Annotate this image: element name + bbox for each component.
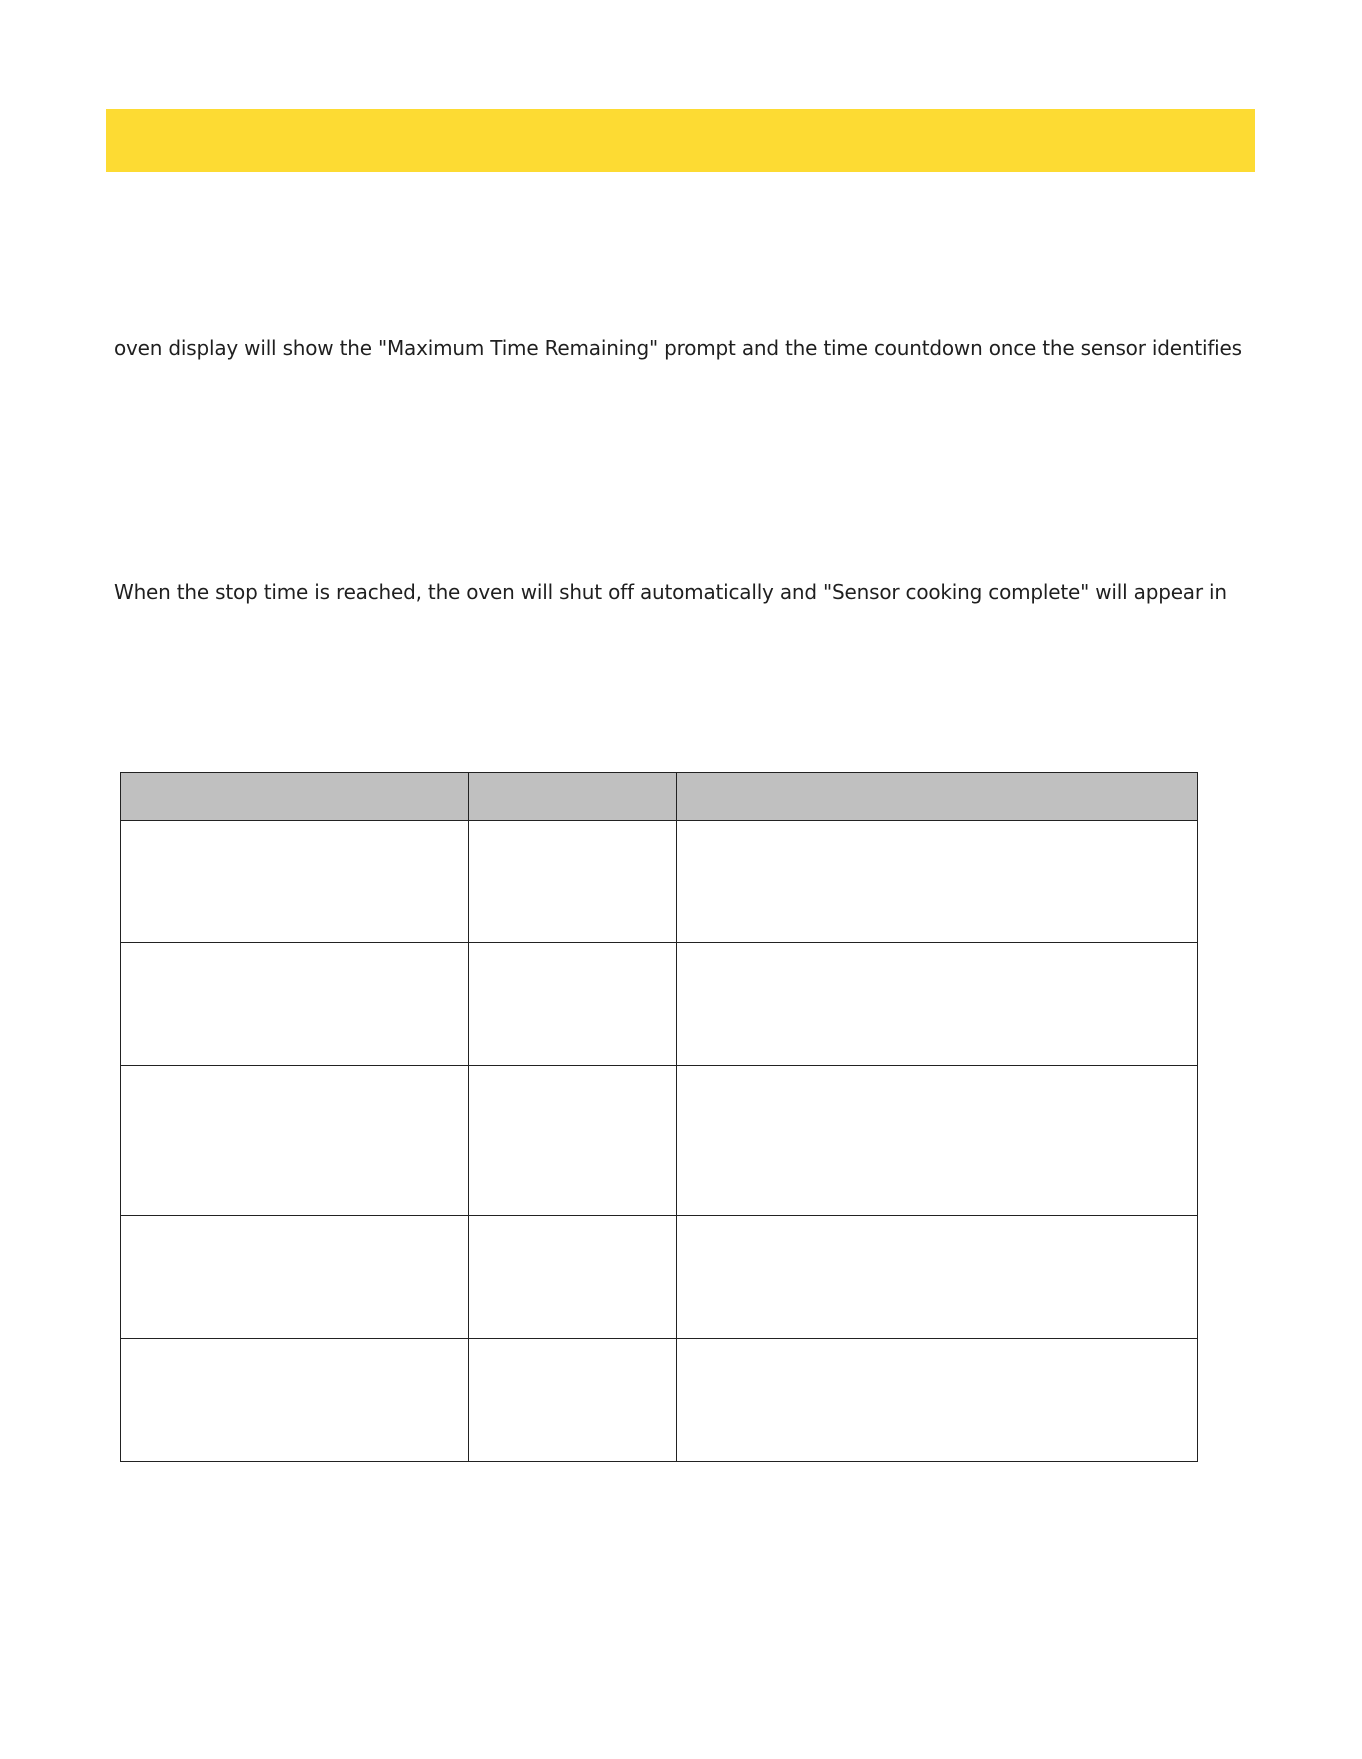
table-header-cell xyxy=(677,773,1198,821)
table-cell xyxy=(469,943,677,1066)
table-cell xyxy=(677,821,1198,943)
table-row xyxy=(121,943,1198,1066)
table-row xyxy=(121,1339,1198,1462)
table-cell xyxy=(121,821,469,943)
table-row xyxy=(121,1066,1198,1216)
section-header-bar xyxy=(106,109,1255,172)
table-row xyxy=(121,1216,1198,1339)
table-cell xyxy=(677,1216,1198,1339)
body-text-line-1: oven display will show the "Maximum Time Remaining" prompt and the time countdown once the sensor identifies xyxy=(114,336,1242,360)
table-cell xyxy=(677,943,1198,1066)
table-cell xyxy=(469,1066,677,1216)
table-cell xyxy=(469,821,677,943)
body-text-line-2: When the stop time is reached, the oven will shut off automatically and "Sensor cooking complete" will appear in xyxy=(114,580,1227,604)
table-cell xyxy=(121,943,469,1066)
table-header-cell xyxy=(121,773,469,821)
table-cell xyxy=(469,1216,677,1339)
table-cell xyxy=(469,1339,677,1462)
table-cell xyxy=(677,1066,1198,1216)
table-row xyxy=(121,821,1198,943)
sensor-cooking-table xyxy=(120,772,1198,1462)
table-header-row xyxy=(121,773,1198,821)
table-cell xyxy=(121,1339,469,1462)
table-cell xyxy=(121,1066,469,1216)
table-cell xyxy=(677,1339,1198,1462)
table-header-cell xyxy=(469,773,677,821)
table-cell xyxy=(121,1216,469,1339)
